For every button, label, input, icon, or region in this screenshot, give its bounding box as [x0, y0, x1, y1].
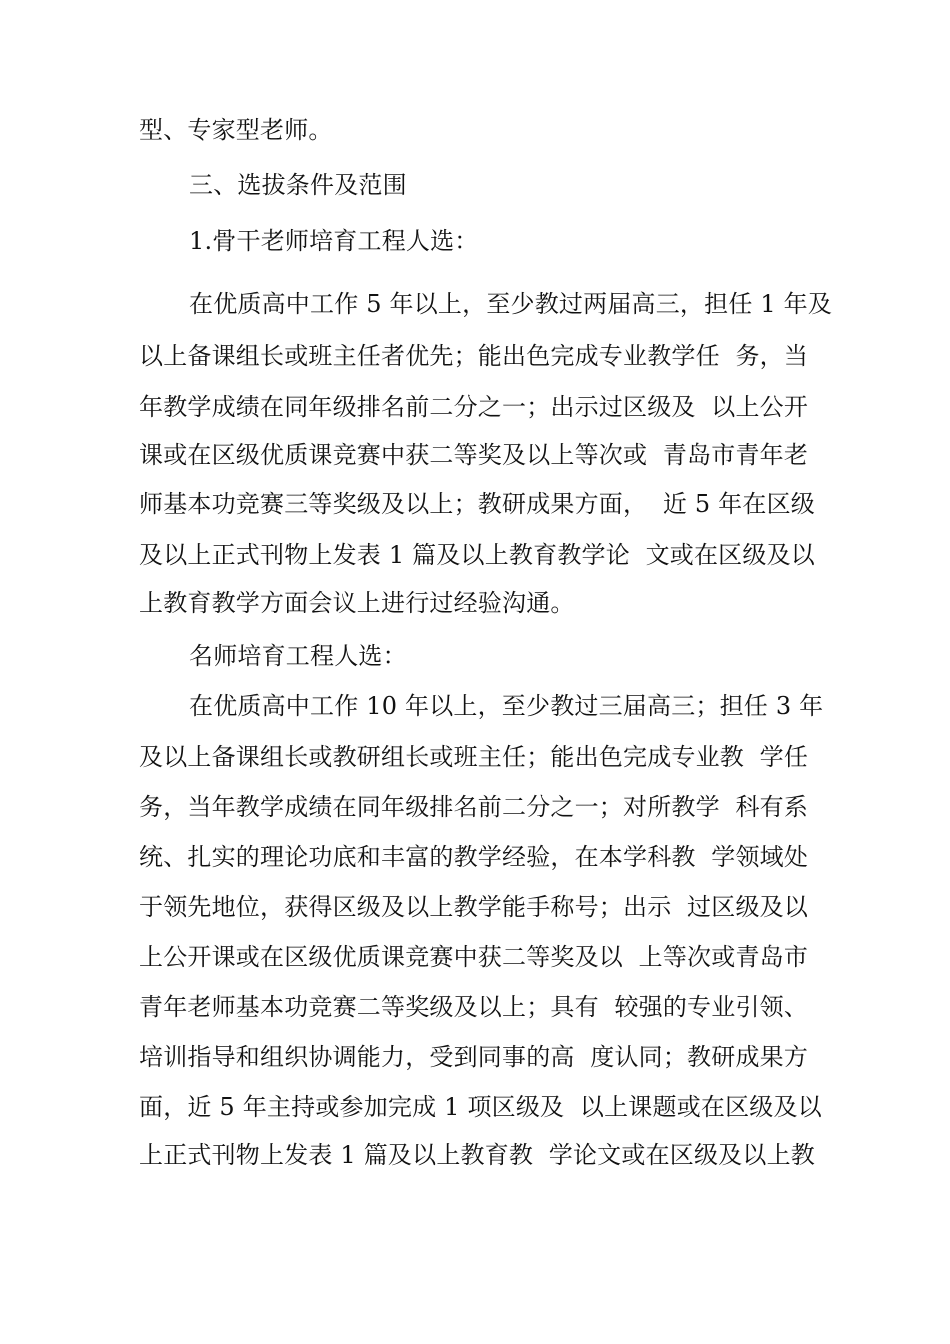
text-line: 上正式刊物上发表 1 篇及以上教育教 学论文或在区级及以上教 [139, 1141, 815, 1169]
subsection-heading: 1.骨干老师培育工程人选： [189, 227, 479, 255]
text-line: 培训指导和组织协调能力，受到同事的高 度认同；教研成果方 [139, 1043, 809, 1071]
text-line: 上公开课或在区级优质课竞赛中获二等奖及以 上等次或青岛市 [139, 943, 809, 971]
text-line: 统、扎实的理论功底和丰富的教学经验，在本学科教 学领域处 [139, 843, 809, 871]
text-line: 务，当年教学成绩在同年级排名前二分之一；对所教学 科有系 [139, 793, 809, 821]
section-heading: 三、选拔条件及范围 [189, 171, 407, 199]
text-line: 及以上正式刊物上发表 1 篇及以上教育教学论 文或在区级及以 [139, 541, 815, 569]
text-line: 以上备课组长或班主任者优先；能出色完成专业教学任 务，当 [139, 342, 809, 370]
text-line: 课或在区级优质课竞赛中获二等奖及以上等次或 青岛市青年老 [139, 441, 809, 469]
subsection-heading: 名师培育工程人选： [189, 642, 407, 670]
text-line: 于领先地位，获得区级及以上教学能手称号；出示 过区级及以 [139, 893, 809, 921]
text-line: 师基本功竞赛三等奖级及以上；教研成果方面， 近 5 年在区级 [139, 490, 815, 518]
text-line: 在优质高中工作 5 年以上，至少教过两届高三，担任 1 年及 [189, 290, 833, 318]
text-line: 面，近 5 年主持或参加完成 1 项区级及 以上课题或在区级及以 [139, 1093, 822, 1121]
text-line: 在优质高中工作 10 年以上，至少教过三届高三；担任 3 年 [189, 692, 824, 720]
text-line: 年教学成绩在同年级排名前二分之一；出示过区级及 以上公开 [139, 393, 809, 421]
text-line: 型、专家型老师。 [139, 116, 333, 144]
text-line: 上教育教学方面会议上进行过经验沟通。 [139, 589, 575, 617]
text-line: 青年老师基本功竞赛二等奖级及以上；具有 较强的专业引领、 [139, 993, 809, 1021]
text-line: 及以上备课组长或教研组长或班主任；能出色完成专业教 学任 [139, 743, 809, 771]
